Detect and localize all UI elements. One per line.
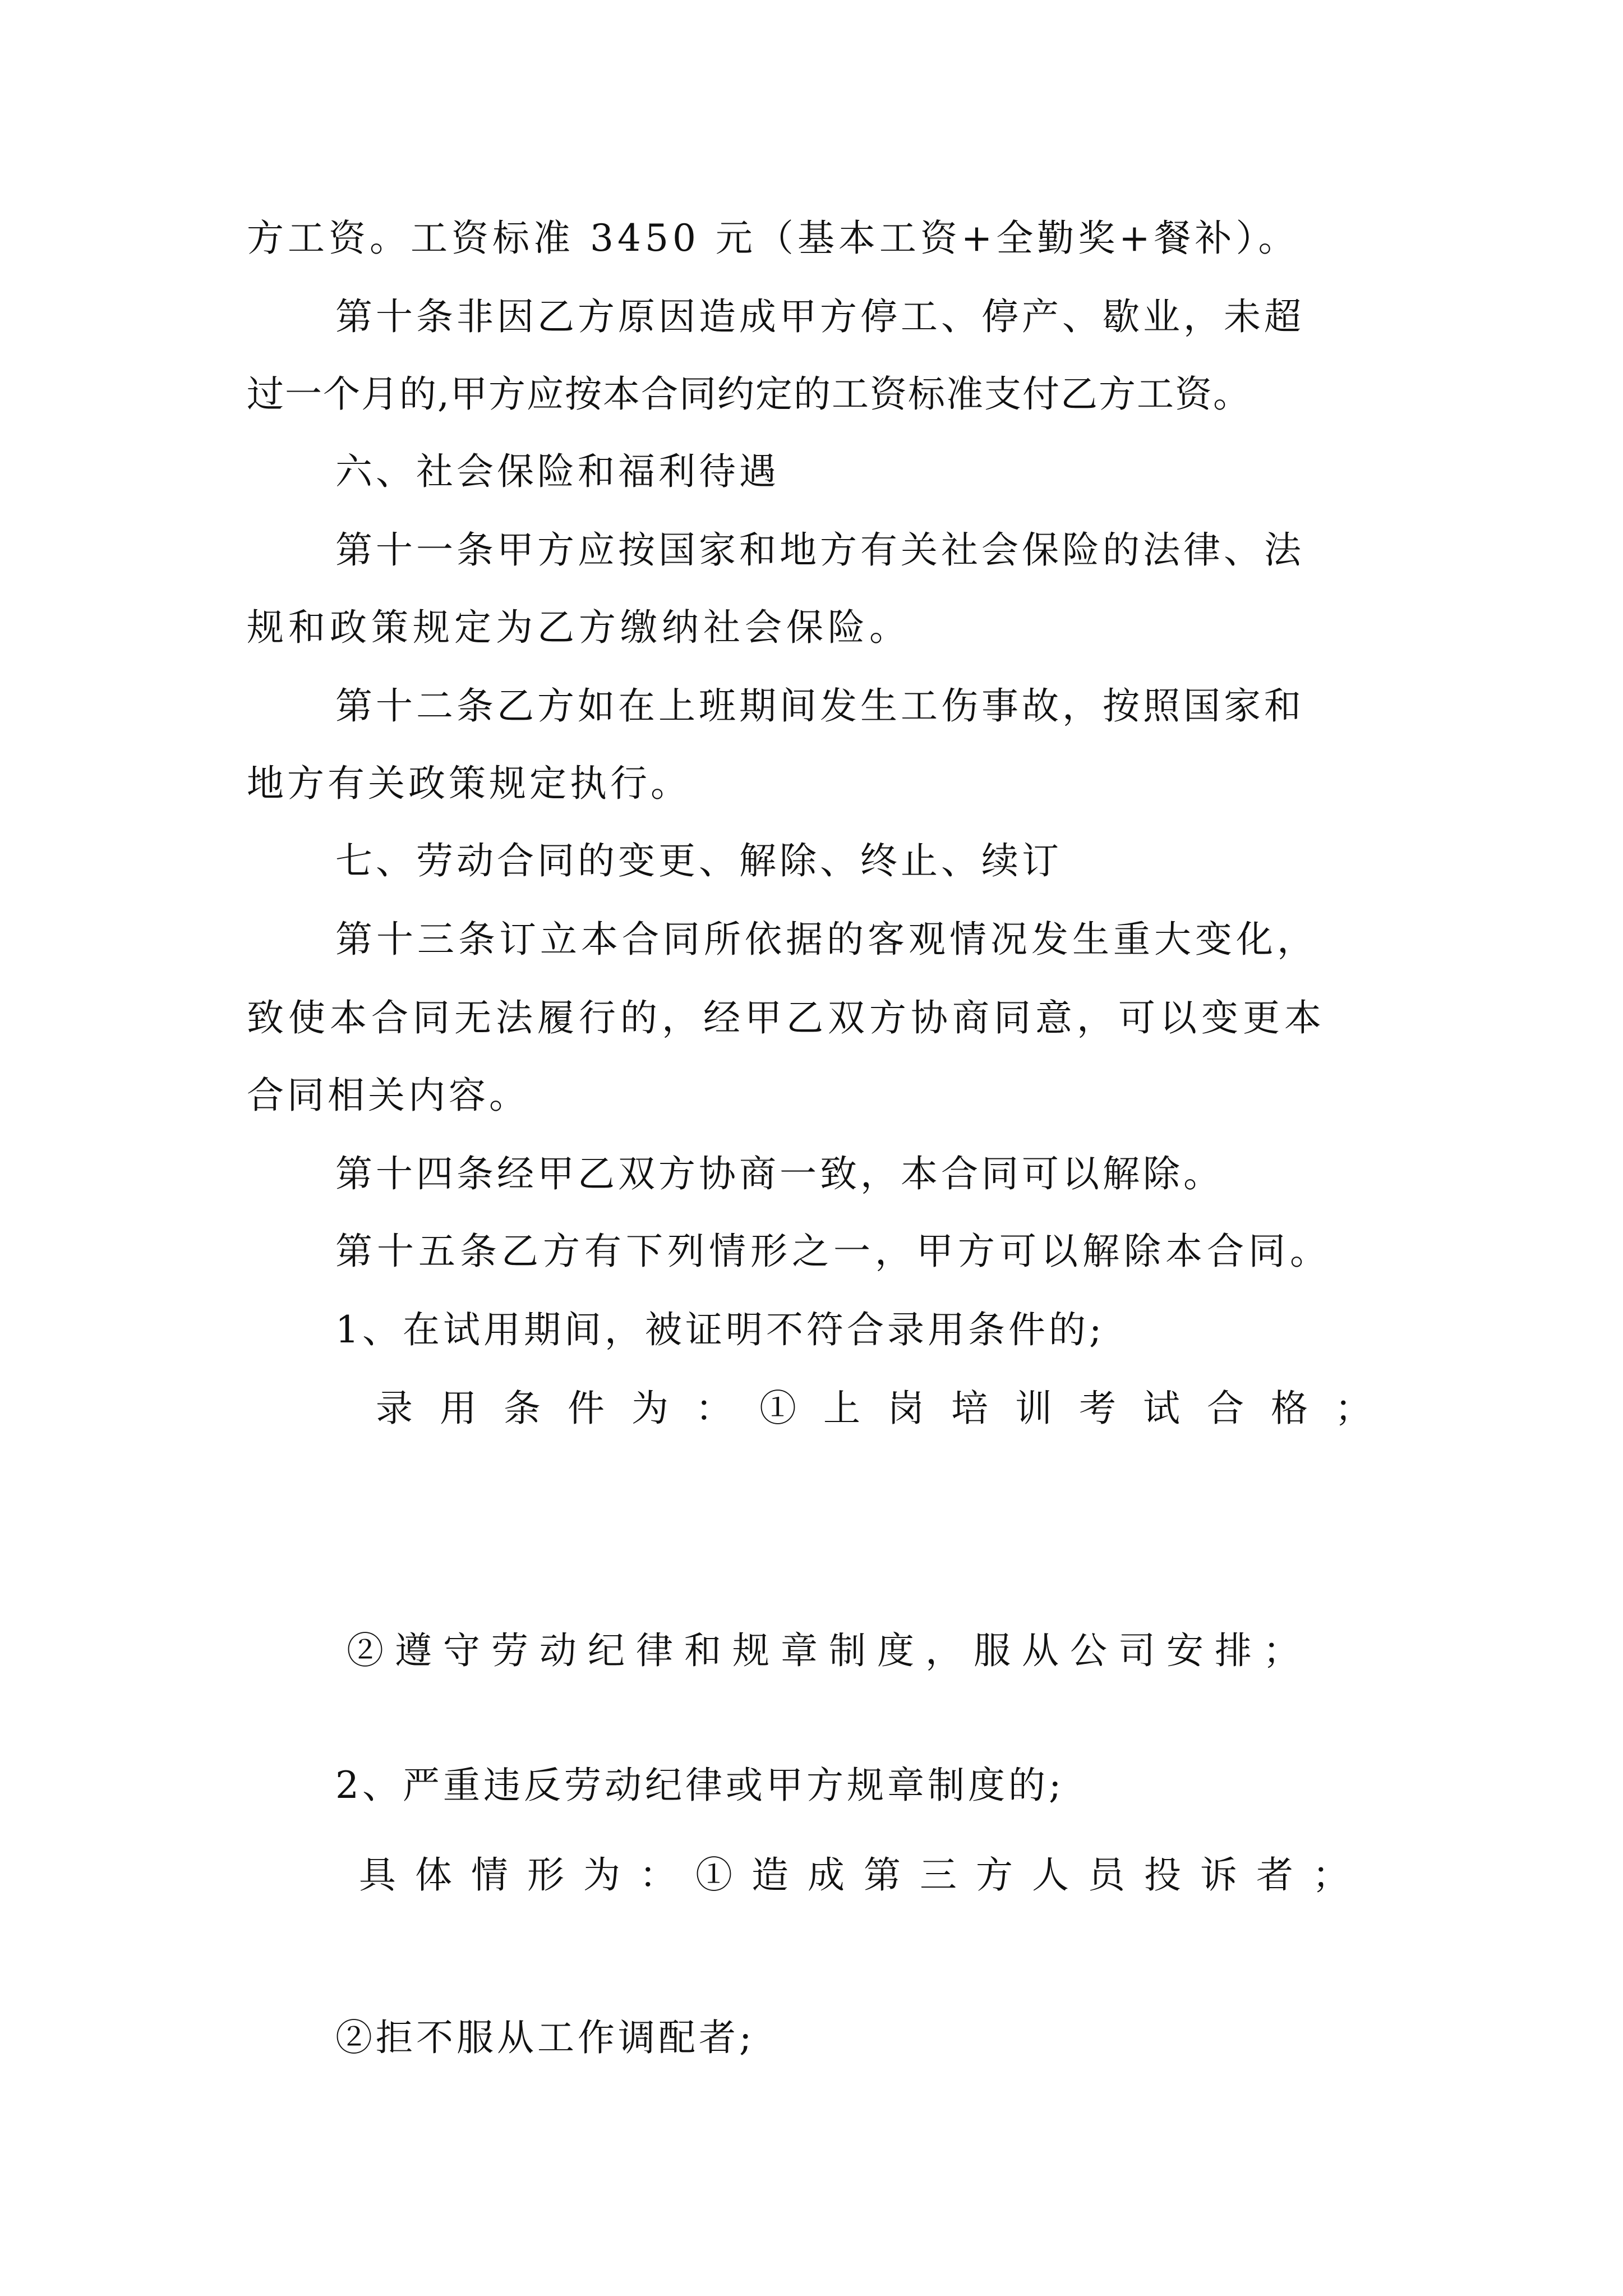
text-line-article-13: 第十三条订立本合同所依据的客观情况发生重大变化，: [335, 918, 1318, 961]
text-line-article-13-end: 合同相关内容。: [247, 1074, 529, 1117]
text-line-salary-standard: 方工资。工资标准 3450 元（基本工资+全勤奖+餐补）。: [247, 217, 1299, 260]
list-item-discipline-compliance: ②遵守劳动纪律和规章制度，服从公司安排；: [347, 1629, 1311, 1672]
list-item-hiring-conditions: 录用条件为：①上岗培训考试合格；: [376, 1387, 1399, 1430]
list-item-probation: 1、在试用期间，被证明不符合录用条件的;: [335, 1308, 1105, 1351]
section-heading-social-insurance: 六、社会保险和福利待遇: [335, 450, 780, 493]
text-line-article-10-cont: 过一个月的,甲方应按本合同约定的工资标准支付乙方工资。: [247, 372, 1251, 416]
list-item-serious-violation: 2、严重违反劳动纪律或甲方规章制度的;: [335, 1764, 1065, 1807]
text-line-article-15: 第十五条乙方有下列情形之一，甲方可以解除本合同。: [335, 1230, 1331, 1273]
text-line-article-12: 第十二条乙方如在上班期间发生工伤事故，按照国家和: [335, 684, 1304, 728]
text-line-article-11-cont: 规和政策规定为乙方缴纳社会保险。: [247, 606, 911, 649]
text-line-article-12-cont: 地方有关政策规定执行。: [247, 762, 691, 805]
text-line-article-13-cont: 致使本合同无法履行的，经甲乙双方协商同意，可以变更本: [247, 996, 1326, 1039]
list-item-refuse-assignment: ②拒不服从工作调配者;: [335, 2016, 755, 2059]
list-item-specific-situations: 具体情形为：①造成第三方人员投诉者；: [359, 1853, 1368, 1897]
section-heading-contract-changes: 七、劳动合同的变更、解除、终止、续订: [335, 839, 1062, 882]
text-line-article-10: 第十条非因乙方原因造成甲方停工、停产、歇业，未超: [335, 295, 1304, 338]
text-line-article-14: 第十四条经甲乙双方协商一致，本合同可以解除。: [335, 1152, 1224, 1195]
text-line-article-11: 第十一条甲方应按国家和地方有关社会保险的法律、法: [335, 528, 1304, 572]
